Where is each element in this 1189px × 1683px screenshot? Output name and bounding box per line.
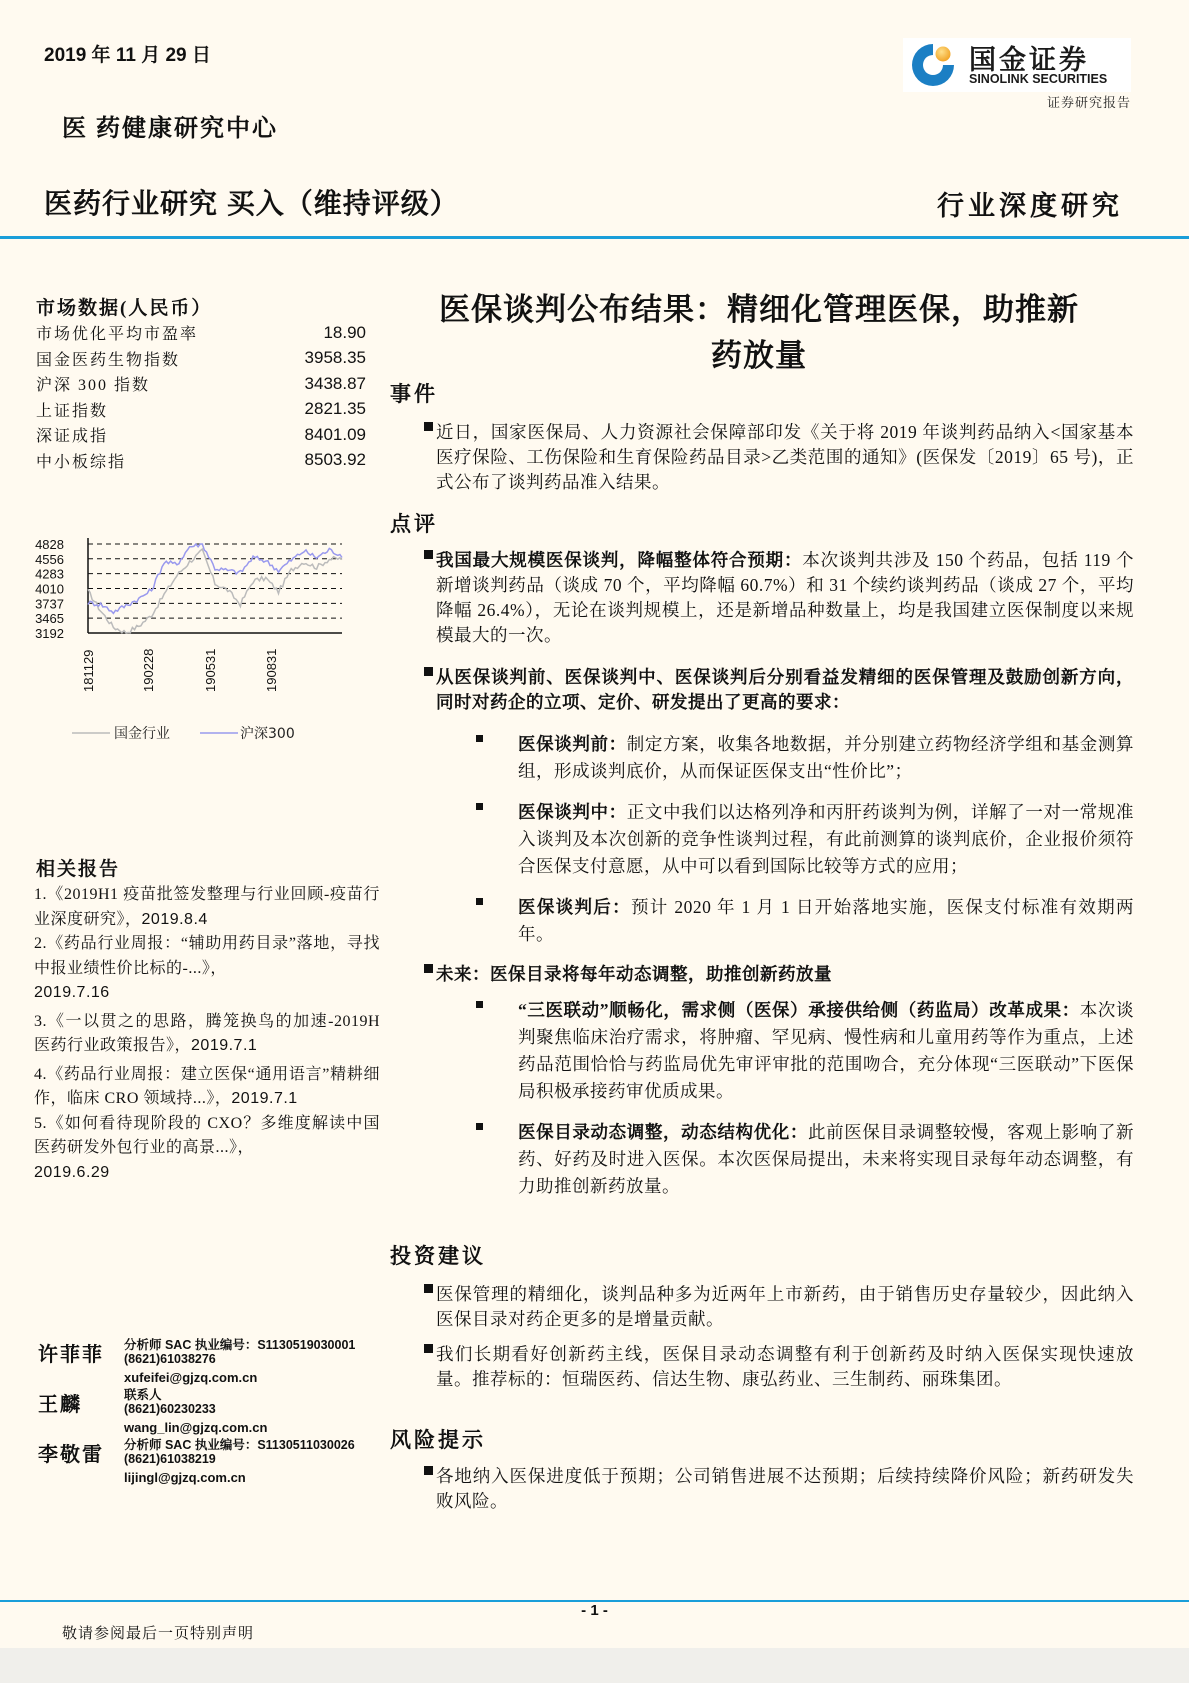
page-number: - 1 - <box>581 1602 608 1619</box>
analyst-role: 分析师 SAC 执业编号：S1130519030001 <box>124 1338 356 1352</box>
analyst-entry <box>38 1388 388 1435</box>
market-row: 上证指数 2821.35 <box>36 399 366 420</box>
market-row: 深证成指 8401.09 <box>36 424 366 446</box>
square-bullet-icon <box>476 898 483 905</box>
sub-bullet-item: “三医联动”顺畅化，需求侧（医保）承接供给侧（药监局）改革成果：本次谈判聚焦临床治疗需求，将肿瘤、罕见病、慢性病和儿童用药等作为重点，上述药品范围恰恰与药监局优先审评审批的范围吻合，充分体现“三医联动”下医保局积极承接药审优质成果。 <box>390 997 1134 1105</box>
market-row: 中小板综指 8503.92 <box>36 450 366 471</box>
svg-text:4010: 4010 <box>35 581 64 597</box>
section-heading-risk: 风险提示 <box>390 1428 486 1452</box>
logo-subtitle: 证券研究报告 <box>1046 95 1131 110</box>
industry-rating: 医药行业研究 买入（维持评级） <box>44 188 459 219</box>
svg-text:190228: 190228 <box>141 648 156 692</box>
bullet-item: 近日，国家医保局、人力资源社会保障部印发《关于将 2019 年谈判药品纳入<国家基本医疗保险、工伤保险和生育保险药品目录>乙类范围的通知》(医保发〔2019〕65 号)，正式公布了谈判药品准入结果。 <box>390 420 1134 495</box>
svg-text:190831: 190831 <box>264 648 279 692</box>
square-bullet-icon <box>476 1123 483 1130</box>
bullet-item: 从医保谈判前、医保谈判中、医保谈判后分别看益发精细的医保管理及鼓励创新方向，同时对药企的立项、定价、研发提出了更高的要求： <box>390 665 1134 715</box>
risk-section <box>390 1464 1134 1514</box>
market-row: 国金医药生物指数 3958.35 <box>36 348 366 369</box>
sinolink-logo-icon <box>909 41 957 89</box>
svg-text:国金行业: 国金行业 <box>114 726 170 742</box>
gridlines <box>88 544 342 618</box>
x-axis-ticks <box>81 649 279 692</box>
analyst-role: 联系人 <box>124 1388 162 1402</box>
analyst-entry <box>38 1438 388 1485</box>
analyst-email[interactable]: lijingl@gjzq.com.cn <box>124 1470 246 1485</box>
report-title: 医保谈判公布结果：精细化管理医保，助推新 药放量 <box>439 292 1079 373</box>
market-row: 沪深 300 指数 3438.87 <box>36 373 366 395</box>
bullet-item: 我们长期看好创新药主线，医保目录动态调整有利于创新药及时纳入医保实现快速放量。推荐标的：恒瑞医药、信达生物、康弘药业、三生制药、丽珠集团。 <box>390 1342 1134 1392</box>
market-data-title: 市场数据(人民币） <box>36 298 213 319</box>
svg-text:181129: 181129 <box>81 649 96 692</box>
svg-text:3192: 3192 <box>35 626 64 641</box>
square-bullet-icon <box>424 1466 433 1475</box>
svg-text:3465: 3465 <box>35 611 64 627</box>
svg-text:4556: 4556 <box>35 551 64 567</box>
sub-bullet-item: 医保目录动态调整，动态结构优化：此前医保目录调整较慢，客观上影响了新药、好药及时进入医保。本次医保局提出，未来将实现目录每年动态调整，有力助推创新药放量。 <box>390 1119 1134 1200</box>
chart-legend <box>72 726 295 742</box>
header-divider <box>0 236 1189 239</box>
bullet-item: 我国最大规模医保谈判，降幅整体符合预期：本次谈判共涉及 150 个药品，包括 119 个新增谈判药品（谈成 70 个，平均降幅 60.7%）和 31 个续约谈判药品（谈成 27 个，平均降幅 26.4%），无论在谈判规模上，还是新增品种数量上，均是我国建立医保制度以来规模最大的一次。 <box>390 548 1134 648</box>
analyst-role: 分析师 SAC 执业编号：S1130511030026 <box>124 1438 355 1452</box>
bullet-item: 未来：医保目录将每年动态调整，助推创新药放量 <box>390 962 1134 987</box>
y-axis-ticks <box>35 537 64 641</box>
svg-text:4283: 4283 <box>35 566 64 582</box>
svg-text:3737: 3737 <box>35 596 64 612</box>
section-heading-comment: 点评 <box>390 512 438 536</box>
analyst-name: 许菲菲 <box>38 1344 104 1366</box>
bullet-item: 医保管理的精细化，谈判品种多为近两年上市新药，由于销售历史存量较少，因此纳入医保目录对药企更多的是增量贡献。 <box>390 1282 1134 1332</box>
svg-text:沪深300: 沪深300 <box>240 726 295 742</box>
section-heading-investment: 投资建议 <box>390 1244 486 1268</box>
analyst-email[interactable]: xufeifei@gjzq.com.cn <box>124 1370 258 1385</box>
related-report-item[interactable]: 4.《药品行业周报：建立医保“通用语言”精耕细作，临床 CRO 领域持...》，2019.7.1 <box>34 1065 380 1107</box>
analyst-email[interactable]: wang_lin@gjzq.com.cn <box>124 1420 268 1435</box>
square-bullet-icon <box>424 964 433 973</box>
related-report-item[interactable]: 2.《药品行业周报：“辅助用药目录”落地，寻找中报业绩性价比标的-...》， 2019.7.16 <box>34 935 380 1001</box>
square-bullet-icon <box>424 1284 433 1293</box>
report-type: 行业深度研究 <box>937 191 1123 221</box>
disclaimer-note: 敬请参阅最后一页特别声明 <box>62 1626 255 1642</box>
analyst-entry <box>38 1338 388 1385</box>
research-center: 医 药健康研究中心 <box>62 116 278 142</box>
analyst-phone: (8621)61038276 <box>124 1352 216 1366</box>
square-bullet-icon <box>424 550 433 559</box>
sub-bullet-item: 医保谈判后：预计 2020 年 1 月 1 日开始落地实施，医保支付标准有效期两年。 <box>390 894 1134 948</box>
index-line-chart <box>26 530 356 800</box>
square-bullet-icon <box>424 667 433 676</box>
square-bullet-icon <box>476 735 483 742</box>
bullet-item: 各地纳入医保进度低于预期；公司销售进展不达预期；后续持续降价风险；新药研发失败风险。 <box>390 1464 1134 1514</box>
company-logo <box>903 38 1131 92</box>
event-section <box>390 420 1134 495</box>
square-bullet-icon <box>424 422 433 431</box>
market-data-table <box>36 320 366 473</box>
sub-bullet-item: 医保谈判中：正文中我们以达格列净和丙肝药谈判为例，详解了一对一常规准入谈判及本次创新的竞争性谈判过程，有此前测算的谈判底价，企业报价须符合医保支付意愿，从中可以看到国际比较等方式的应用； <box>390 799 1134 880</box>
analyst-phone: (8621)60230233 <box>124 1402 216 1416</box>
analyst-list <box>38 1338 388 1488</box>
analyst-name: 李敬雷 <box>38 1444 104 1466</box>
report-date: 2019 年 11 月 29 日 <box>44 45 211 66</box>
svg-text:190531: 190531 <box>203 648 218 692</box>
investment-section <box>390 1282 1134 1392</box>
section-heading-event: 事件 <box>390 382 438 406</box>
square-bullet-icon <box>424 1344 433 1353</box>
related-report-item[interactable]: 1.《2019H1 疫苗批签发整理与行业回顾-疫苗行业深度研究》，2019.8.4 <box>34 886 380 928</box>
square-bullet-icon <box>476 1001 483 1008</box>
logo-name-cn: 国金证券 <box>969 45 1089 75</box>
logo-name-en: SINOLINK SECURITIES <box>969 72 1108 86</box>
related-reports-title: 相关报告 <box>36 859 121 880</box>
analyst-phone: (8621)61038219 <box>124 1452 216 1466</box>
related-report-item[interactable]: 5.《如何看待现阶段的 CXO？多维度解读中国医药研发外包行业的高景...》， 2019.6.29 <box>34 1114 380 1181</box>
sub-bullet-item: 医保谈判前：制定方案，收集各地数据，并分别建立药物经济学组和基金测算组，形成谈判底价，从而保证医保支出“性价比”； <box>390 731 1134 785</box>
related-report-item[interactable]: 3.《一以贯之的思路，腾笼换鸟的加速-2019H 医药行业政策报告》，2019.7.1 <box>34 1012 380 1054</box>
market-row: 市场优化平均市盈率 18.90 <box>36 322 366 344</box>
analyst-name: 王麟 <box>38 1394 82 1416</box>
related-reports-list <box>34 883 380 1185</box>
square-bullet-icon <box>476 803 483 810</box>
svg-text:4828: 4828 <box>35 537 64 552</box>
comment-section <box>390 548 1134 1200</box>
series-industry-line <box>88 549 342 633</box>
